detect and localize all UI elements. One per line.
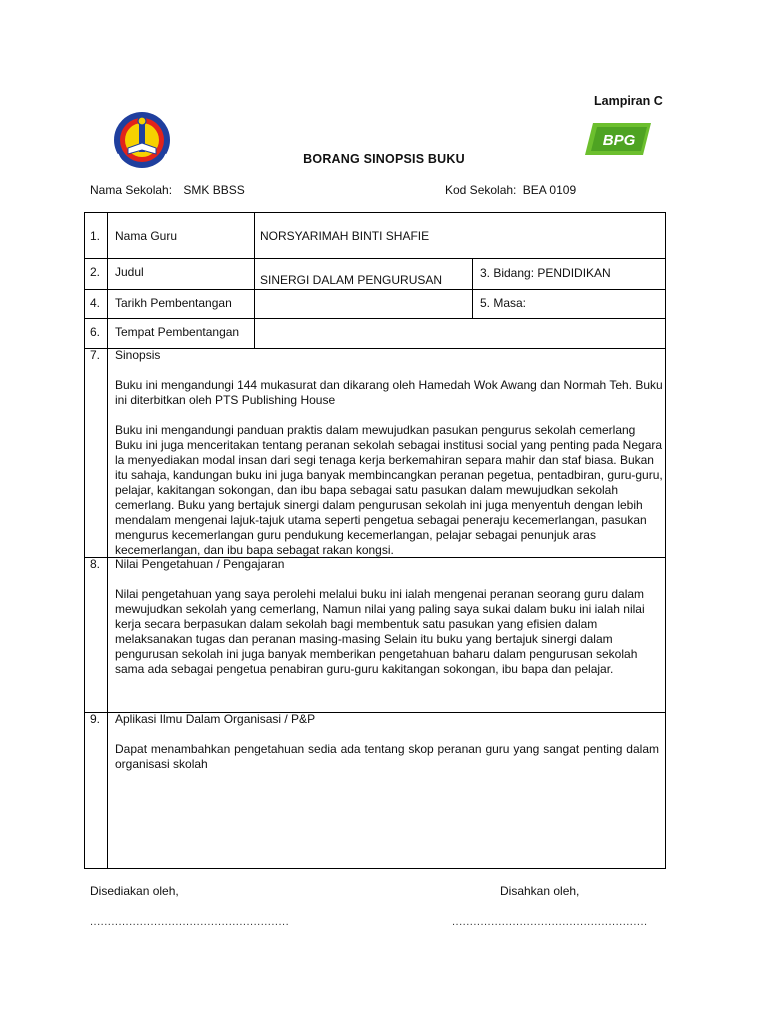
synopsis-paragraph: Buku ini mengandungi 144 mukasurat dan dikarang oleh Hamedah Wok Awang dan Normah Teh. Buku ini diterbitkan oleh PTS Publishing House xyxy=(115,378,663,407)
row-number: 6. xyxy=(90,325,101,339)
school-name-label: Nama Sekolah: xyxy=(90,183,173,197)
table-divider xyxy=(472,258,473,318)
synopsis-paragraph: Buku ini mengandungi panduan praktis dalam mewujudkan pasukan pengurus sekolah cemerlang Buku ini juga menceritakan tentang peranan sekolah sebagai institusi social yang penting pada Negara la menyediakan modal insan dari segi tenaga kerja berkemahiran separa mahir dan staf biasa. Bukan itu sahaja, kandungan buku ini juga banyak membincangkan peranan pegetua, pentadbiran, guru-guru, pelajar, kakitangan sokongan, dan ibu bapa sebagai satu pasukan dalam mewujudkan sekolah cemerlang. Buku yang bertajuk sinergi dalam pengurusan sekolah ini juga menyentuh dengan lebih mendalam mengenai lajuk-tajuk utama seperti pengetua sebagai peneraju kecemerlangan, pasukan mengurus kecemerlangan guru pendukung kecemerlangan, pelajar sebagai penunjuk aras kecemerlangan, dan ibu bapa sebagat rakan kongsi. xyxy=(115,423,663,557)
row-number: 2. xyxy=(90,265,101,279)
school-code-row xyxy=(445,183,576,197)
table-divider xyxy=(254,212,255,349)
time-label: 5. Masa: xyxy=(480,296,527,310)
row-number: 4. xyxy=(90,296,101,310)
row-number: 7. xyxy=(90,348,101,362)
table-divider xyxy=(84,258,666,259)
appendix-label: Lampiran C xyxy=(594,94,663,108)
knowledge-value-label: Nilai Pengetahuan / Pengajaran xyxy=(115,557,285,571)
form-title: BORANG SINOPSIS BUKU xyxy=(303,152,465,166)
presentation-date-label: Tarikh Pembentangan xyxy=(115,296,232,310)
book-title-label: Judul xyxy=(115,265,144,279)
prepared-by-label: Disediakan oleh, xyxy=(90,884,179,898)
table-divider xyxy=(84,289,666,290)
school-name-value: SMK BBSS xyxy=(183,183,245,197)
field-value: 3. Bidang: PENDIDIKAN xyxy=(480,266,611,280)
row-number: 9. xyxy=(90,712,101,726)
knowledge-value-paragraph: Nilai pengetahuan yang saya perolehi melalui buku ini ialah mengenai peranan seorang guru dalam mewujudkan sekolah yang cemerlang, Namun nilai yang paling saya sukai dalam buku ini ialah nilai kerja secara berpasukan dalam sekolah bagi membentuk satu pasukan yang efisien dalam melaksanakan tugas dan peranan masing-masing Selain itu buku yang bertajuk sinergi dalam pengurusan sekolah ini juga banyak memberikan pengetahuan baharu dalam pengurusan sekolah sama ada sebagai pengetua penabiran guru-guru kakitangan sokongan, ibu bapa dan pelajar. xyxy=(115,587,645,676)
approved-by-label: Disahkan oleh, xyxy=(500,884,580,898)
synopsis-label: Sinopsis xyxy=(115,348,161,362)
bpg-logo-text: BPG xyxy=(602,132,636,149)
application-label: Aplikasi Ilmu Dalam Organisasi / P&P xyxy=(115,712,316,726)
school-code-label: Kod Sekolah: xyxy=(445,183,517,197)
school-code-value: BEA 0109 xyxy=(522,183,577,197)
application-paragraph: Dapat menambahkan pengetahuan sedia ada tentang skop peranan guru yang sangat penting dalam organisasi skolah xyxy=(115,742,659,771)
table-divider xyxy=(84,318,666,319)
table-divider xyxy=(107,212,108,869)
table-divider xyxy=(84,348,666,349)
teacher-name-label: Nama Guru xyxy=(115,229,178,243)
teacher-name-value: NORSYARIMAH BINTI SHAFIE xyxy=(260,229,430,243)
approved-signature-line: ....................................................... xyxy=(452,916,648,928)
school-name-row xyxy=(90,183,245,197)
row-number: 1. xyxy=(90,229,101,243)
prepared-signature-line: ........................................................ xyxy=(90,916,290,928)
row-number: 8. xyxy=(90,557,101,571)
presentation-venue-label: Tempat Pembentangan xyxy=(115,325,240,339)
book-title-value: SINERGI DALAM PENGURUSAN xyxy=(260,273,443,287)
